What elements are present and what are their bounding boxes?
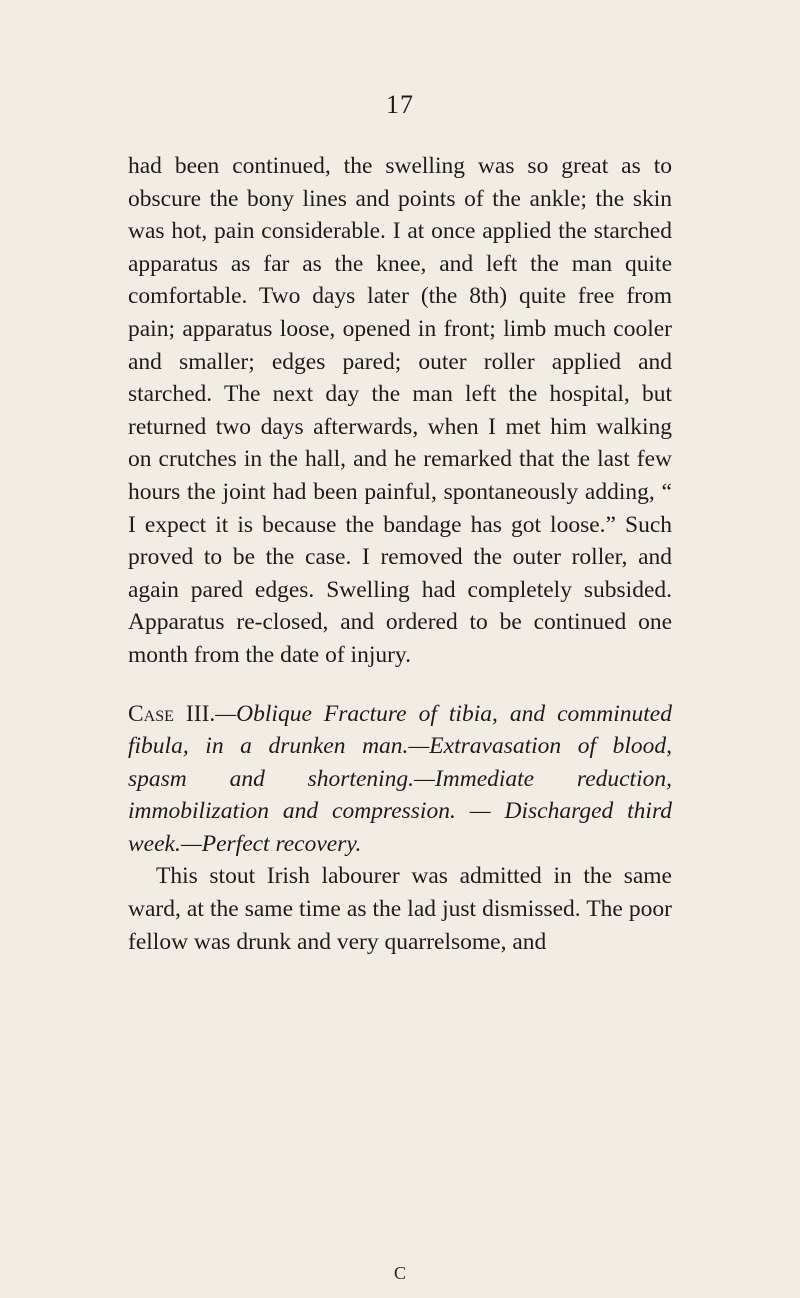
case-heading (128, 698, 672, 861)
page-text (128, 150, 672, 958)
body-paragraph: This stout Irish labourer was admitted in the same ward, at the same time as the lad just dismissed. The poor fellow was drunk and very quarrelsome, and (128, 863, 672, 955)
body-paragraph: had been continued, the swelling was so great as to obscure the bony lines and points of the ankle; the skin was hot, pain considerable. I at once applied the starched apparatus as far as the knee, and left the man quite comfortable. Two days later (the 8th) quite free from pain; apparatus loose, opened in front; limb much cooler and smaller; edges pared; outer roller applied and starched. The next day the man left the hospital, but returned two days afterwards, when I met him walking on crutches in the hall, and he remarked that the last few hours the joint had been painful, spontaneously adding, “ I expect it is because the bandage has got loose.” Such proved to be the case. I removed the outer roller, and again pared edges. Swelling had completely subsided. Apparatus re-closed, and ordered to be continued one month from the date of injury. (128, 153, 672, 668)
case-label: Case III. (128, 700, 216, 727)
case-description: —Oblique Fracture of tibia, and comminuted fibula, in a drunken man.—Extravasation of blood, spasm and shortening.—Immediate reduction, immobilization and compression. — Discharged third week.—Perfect recovery. (128, 700, 672, 857)
signature-mark: C (393, 1263, 406, 1283)
page-number: 17 (386, 90, 414, 119)
